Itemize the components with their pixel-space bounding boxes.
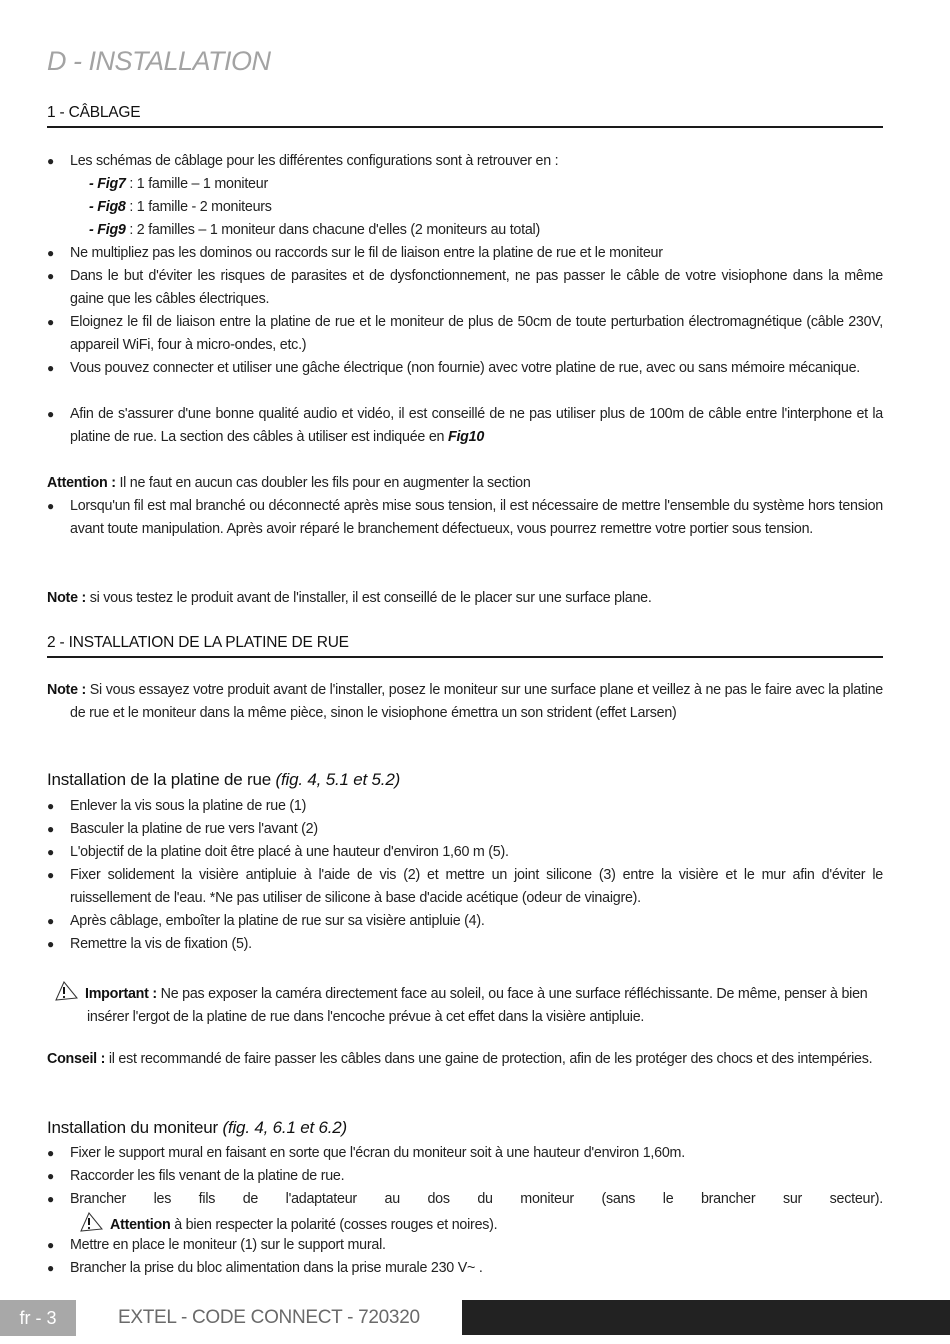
document-reference: EXTEL - CODE CONNECT - 720320 — [118, 1307, 420, 1328]
bullet-icon: ● — [47, 361, 54, 375]
bullet-icon: ● — [47, 1146, 54, 1160]
list-item: ● Ne multipliez pas les dominos ou raccords sur le fil de liaison entre la platine de rue et le moniteur — [47, 242, 883, 265]
list-item: ● Fixer solidement la visière antipluie à l'aide de vis (2) et mettre un joint silicone (3) entre la visière et le mur afin d'éviter le ruissellement de l'eau. *Ne pas utiliser de silicone à base d'acide acétique (odeur de vinaigre). — [47, 864, 883, 910]
bullet-icon: ● — [47, 1261, 54, 1275]
fig-reference: (fig. 4, 6.1 et 6.2) — [222, 1118, 348, 1137]
bullet-icon: ● — [47, 937, 54, 951]
fig10-link[interactable]: Fig10 — [447, 429, 485, 445]
important-note: Important : Ne pas exposer la caméra directement face au soleil, ou face à une surface réfléchissante. De même, penser à bien insérer l'ergot de la platine de rue dans l'encoche prévue à cet effet dans la visière antipluie. — [47, 980, 883, 1029]
list-item: ● Eloignez le fil de liaison entre la platine de rue et le moniteur de plus de 50cm de toute perturbation électromagnétique (câble 230V, appareil WiFi, four à micro-ondes, etc.) — [47, 311, 883, 357]
subheading-moniteur: Installation du moniteur (fig. 4, 6.1 et 6.2) — [47, 1118, 348, 1137]
list-item: ● Raccorder les fils venant de la platine de rue. — [47, 1165, 883, 1188]
list-item: ● Lorsqu'un fil est mal branché ou déconnecté après mise sous tension, il est nécessaire de mettre l'ensemble du système hors tension avant toute manipulation. Après avoir réparé le branchement défectueux, vous pourrez remettre votre portier sous tension. — [47, 495, 883, 541]
warning-triangle-icon — [53, 980, 79, 1002]
bullet-icon: ● — [47, 269, 54, 283]
subheading-platine: Installation de la platine de rue (fig. 4, 5.1 et 5.2) — [47, 770, 401, 789]
fig-ref-item: - Fig9 : 2 familles – 1 moniteur dans chacune d'elles (2 moniteurs au total) — [89, 222, 540, 238]
list-item: ● Les schémas de câblage pour les différentes configurations sont à retrouver en : — [47, 150, 883, 173]
conseil-label: Conseil : — [47, 1051, 106, 1067]
attention-polarity: Attention à bien respecter la polarité (cosses rouges et noires). — [78, 1211, 878, 1237]
bullet-icon: ● — [47, 246, 54, 260]
bullet-icon: ● — [47, 499, 54, 513]
page-number: fr - 3 — [0, 1300, 76, 1336]
note-label: Note : — [47, 590, 87, 606]
bullet-icon: ● — [47, 1238, 54, 1252]
list-item: ● Remettre la vis de fixation (5). — [47, 933, 883, 956]
list-item: ● Afin de s'assurer d'une bonne qualité audio et vidéo, il est conseillé de ne pas utiliser plus de 100m de câble entre l'interphone et la platine de rue. La section des câbles à utiliser est indiquée en Fig10 — [47, 403, 883, 449]
list-item: ● Brancher la prise du bloc alimentation dans la prise murale 230 V~ . — [47, 1257, 883, 1280]
note-label: Note : — [47, 682, 87, 698]
important-label: Important : — [85, 986, 157, 1002]
bullet-icon: ● — [47, 1192, 54, 1206]
bullet-icon: ● — [47, 407, 54, 421]
list-item: ● Mettre en place le moniteur (1) sur le support mural. — [47, 1234, 883, 1257]
attention-label: Attention — [110, 1217, 171, 1233]
list-item: ● Basculer la platine de rue vers l'avant (2) — [47, 818, 883, 841]
bullet-icon: ● — [47, 799, 54, 813]
fig-reference: (fig. 4, 5.1 et 5.2) — [275, 770, 401, 789]
bullet-icon: ● — [47, 315, 54, 329]
list-item: ● Brancher les fils de l'adaptateur au dos du moniteur (sans le brancher sur secteur). — [47, 1188, 883, 1211]
bullet-icon: ● — [47, 914, 54, 928]
attention-label: Attention : — [47, 475, 116, 491]
bullet-icon: ● — [47, 154, 54, 168]
list-item: ● Enlever la vis sous la platine de rue (1) — [47, 795, 883, 818]
warning-triangle-icon — [78, 1211, 104, 1233]
bullet-icon: ● — [47, 868, 54, 882]
bullet-icon: ● — [47, 845, 54, 859]
note-larsen: Note : Si vous essayez votre produit avant de l'installer, posez le moniteur sur une surface plane et veillez à ne pas le faire avec la platine de rue et le moniteur dans la même pièce, sinon le visiophone émettra un son strident (effet Larsen) — [47, 682, 883, 721]
list-item: ● Vous pouvez connecter et utiliser une gâche électrique (non fournie) avec votre platine de rue, avec ou sans mémoire mécanique. — [47, 357, 883, 380]
fig-ref-item: - Fig8 : 1 famille - 2 moniteurs — [89, 199, 272, 215]
page-title: D - INSTALLATION — [47, 46, 271, 76]
fig7-link[interactable]: - Fig7 — [89, 176, 126, 192]
bullet-icon: ● — [47, 822, 54, 836]
fig8-link[interactable]: - Fig8 — [89, 199, 126, 215]
fig-ref-item: - Fig7 : 1 famille – 1 moniteur — [89, 176, 268, 192]
note: Note : si vous testez le produit avant de l'installer, il est conseillé de le placer sur une surface plane. — [47, 590, 652, 606]
footer-bar — [462, 1300, 950, 1335]
section-heading-installation-platine: 2 - INSTALLATION DE LA PLATINE DE RUE — [47, 634, 883, 658]
list-item: ● Après câblage, emboîter la platine de rue sur sa visière antipluie (4). — [47, 910, 883, 933]
section-heading-cablage: 1 - CÂBLAGE — [47, 104, 883, 128]
conseil-note: Conseil : il est recommandé de faire passer les câbles dans une gaine de protection, afin de les protéger des chocs et des intempéries. — [47, 1051, 873, 1067]
list-item: ● Fixer le support mural en faisant en sorte que l'écran du moniteur soit à une hauteur d'environ 1,60m. — [47, 1142, 883, 1165]
fig9-link[interactable]: - Fig9 — [89, 222, 126, 238]
attention-note: Attention : Il ne faut en aucun cas doubler les fils pour en augmenter la section — [47, 475, 531, 491]
list-item: ● L'objectif de la platine doit être placé à une hauteur d'environ 1,60 m (5). — [47, 841, 883, 864]
list-item: ● Dans le but d'éviter les risques de parasites et de dysfonctionnement, ne pas passer le câble de votre visiophone dans la même gaine que les câbles électriques. — [47, 265, 883, 311]
bullet-icon: ● — [47, 1169, 54, 1183]
